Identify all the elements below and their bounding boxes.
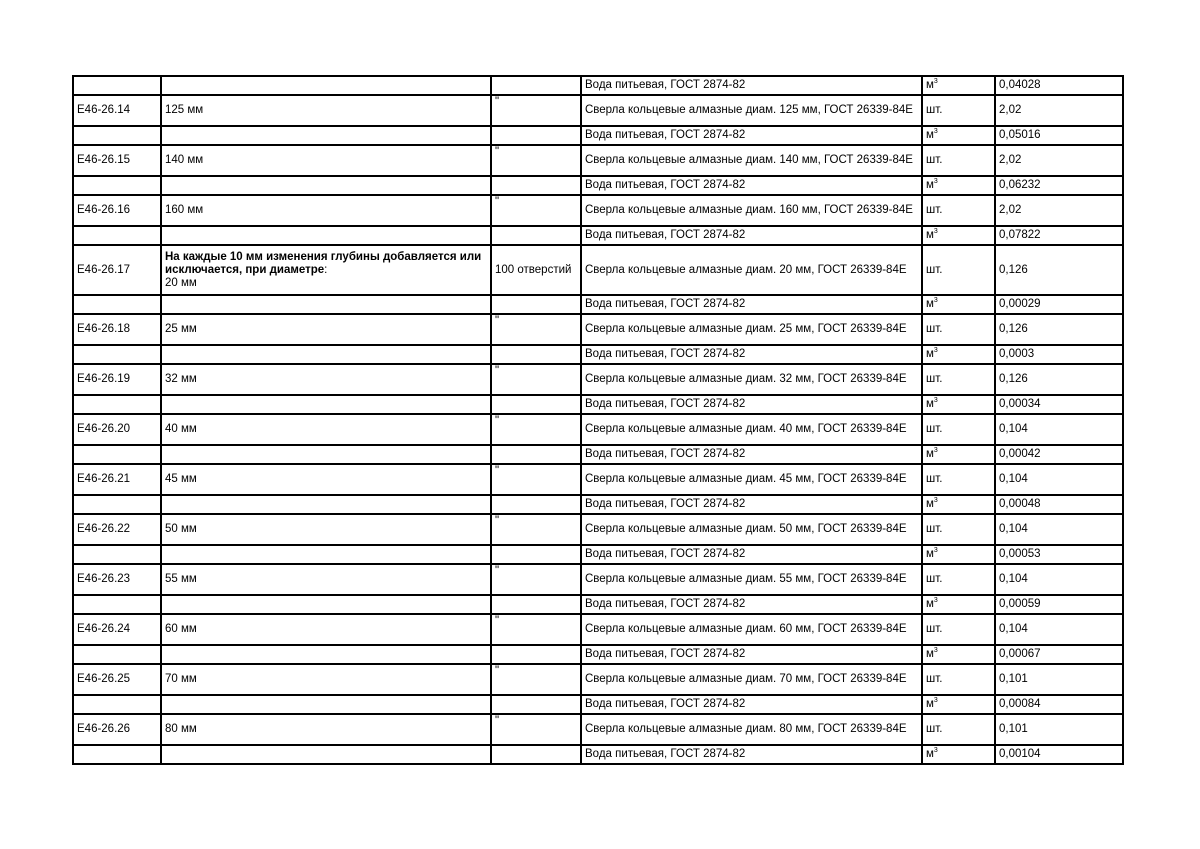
norm-code-cell: Е46-26.21 — [73, 464, 161, 495]
resource-unit-cell — [922, 514, 995, 545]
resource-unit: шт. — [926, 204, 943, 216]
work-description-cell: 60 мм — [161, 614, 491, 645]
quantity-cell: 0,00048 — [995, 495, 1123, 514]
work-description-cell: 140 мм — [161, 145, 491, 176]
work-description-cell: 25 мм — [161, 314, 491, 345]
resource-unit-cell — [922, 545, 995, 564]
measure-unit-cell — [491, 295, 581, 314]
work-description-cell: 80 мм — [161, 714, 491, 745]
norm-code-cell — [73, 745, 161, 764]
measure-unit-cell — [491, 595, 581, 614]
measure-unit-cell: 100 отверстий — [491, 245, 581, 295]
work-description-cell — [161, 595, 491, 614]
work-description-cell — [161, 126, 491, 145]
measure-unit-cell: " — [491, 414, 581, 445]
norm-code-cell — [73, 176, 161, 195]
table-row — [73, 664, 1123, 695]
norm-code-cell: Е46-26.16 — [73, 195, 161, 226]
work-description-cell: 32 мм — [161, 364, 491, 395]
resource-name-cell: Сверла кольцевые алмазные диам. 50 мм, ГОСТ 26339-84Е — [581, 514, 922, 545]
resource-name-cell: Сверла кольцевые алмазные диам. 160 мм, ГОСТ 26339-84Е — [581, 195, 922, 226]
table-row — [73, 314, 1123, 345]
resource-unit-cell — [922, 76, 995, 95]
measure-unit-cell — [491, 226, 581, 245]
quantity-cell: 0,104 — [995, 414, 1123, 445]
table-row — [73, 95, 1123, 126]
work-description-cell — [161, 295, 491, 314]
quantity-cell: 0,104 — [995, 614, 1123, 645]
resource-unit: м — [926, 348, 934, 360]
measure-unit-cell — [491, 645, 581, 664]
resource-name-cell: Вода питьевая, ГОСТ 2874-82 — [581, 345, 922, 364]
unit-superscript: 3 — [933, 747, 938, 755]
resource-unit: м — [926, 648, 934, 660]
table-body — [73, 76, 1123, 764]
resource-name-cell: Сверла кольцевые алмазные диам. 25 мм, ГОСТ 26339-84Е — [581, 314, 922, 345]
resource-unit: шт. — [926, 473, 943, 485]
resource-name-cell: Сверла кольцевые алмазные диам. 55 мм, ГОСТ 26339-84Е — [581, 564, 922, 595]
measure-unit-cell — [491, 745, 581, 764]
resource-name-cell: Сверла кольцевые алмазные диам. 32 мм, ГОСТ 26339-84Е — [581, 364, 922, 395]
table-row — [73, 245, 1123, 295]
resource-name-cell: Сверла кольцевые алмазные диам. 40 мм, ГОСТ 26339-84Е — [581, 414, 922, 445]
measure-unit-cell — [491, 695, 581, 714]
resource-unit: м — [926, 298, 934, 310]
measure-unit-cell: " — [491, 364, 581, 395]
table-row — [73, 145, 1123, 176]
quantity-cell: 0,04028 — [995, 76, 1123, 95]
quantity-cell: 0,126 — [995, 245, 1123, 295]
resource-unit: м — [926, 598, 934, 610]
resource-unit: м — [926, 179, 934, 191]
resource-name-cell: Вода питьевая, ГОСТ 2874-82 — [581, 176, 922, 195]
quantity-cell: 2,02 — [995, 95, 1123, 126]
norm-code-cell: Е46-26.17 — [73, 245, 161, 295]
measure-unit-cell: " — [491, 614, 581, 645]
table-row — [73, 126, 1123, 145]
resource-unit: шт. — [926, 623, 943, 635]
work-description-cell — [161, 176, 491, 195]
table-row — [73, 295, 1123, 314]
norm-code-cell — [73, 226, 161, 245]
norm-code-cell — [73, 126, 161, 145]
quantity-cell: 0,05016 — [995, 126, 1123, 145]
resource-unit-cell — [922, 295, 995, 314]
work-description-cell — [161, 695, 491, 714]
resource-name-cell: Вода питьевая, ГОСТ 2874-82 — [581, 695, 922, 714]
norm-code-cell: Е46-26.24 — [73, 614, 161, 645]
resource-name-cell: Вода питьевая, ГОСТ 2874-82 — [581, 495, 922, 514]
unit-superscript: 3 — [933, 128, 938, 136]
resource-unit: шт. — [926, 523, 943, 535]
resource-unit: м — [926, 548, 934, 560]
quantity-cell: 0,00042 — [995, 445, 1123, 464]
table-row — [73, 745, 1123, 764]
norm-code-cell: Е46-26.25 — [73, 664, 161, 695]
measure-unit-cell: " — [491, 514, 581, 545]
quantity-cell: 0,00034 — [995, 395, 1123, 414]
quantity-cell: 0,00029 — [995, 295, 1123, 314]
resource-name-cell: Сверла кольцевые алмазные диам. 20 мм, ГОСТ 26339-84Е — [581, 245, 922, 295]
quantity-cell: 0,06232 — [995, 176, 1123, 195]
resource-unit-cell — [922, 664, 995, 695]
norm-code-cell — [73, 76, 161, 95]
table-row — [73, 614, 1123, 645]
norms-table — [72, 75, 1124, 765]
table-row — [73, 695, 1123, 714]
resource-unit-cell — [922, 595, 995, 614]
table-row — [73, 464, 1123, 495]
work-description-cell — [161, 745, 491, 764]
resource-unit-cell — [922, 364, 995, 395]
measure-unit-cell: " — [491, 564, 581, 595]
resource-name-cell: Сверла кольцевые алмазные диам. 140 мм, ГОСТ 26339-84Е — [581, 145, 922, 176]
unit-superscript: 3 — [933, 597, 938, 605]
resource-unit-cell — [922, 495, 995, 514]
resource-name-cell: Вода питьевая, ГОСТ 2874-82 — [581, 395, 922, 414]
measure-unit-cell: " — [491, 664, 581, 695]
quantity-cell: 0,101 — [995, 714, 1123, 745]
work-description-cell — [161, 345, 491, 364]
resource-unit-cell — [922, 445, 995, 464]
resource-unit-cell — [922, 195, 995, 226]
table-row — [73, 395, 1123, 414]
table-row — [73, 226, 1123, 245]
unit-superscript: 3 — [933, 347, 938, 355]
norm-code-cell — [73, 495, 161, 514]
table-row — [73, 176, 1123, 195]
norm-code-cell: Е46-26.23 — [73, 564, 161, 595]
quantity-cell: 0,00059 — [995, 595, 1123, 614]
description-heading: На каждые 10 мм изменения глубины добавляется или исключается, при диаметре — [165, 250, 482, 276]
resource-name-cell: Вода питьевая, ГОСТ 2874-82 — [581, 295, 922, 314]
quantity-cell: 0,126 — [995, 364, 1123, 395]
quantity-cell: 0,101 — [995, 664, 1123, 695]
resource-unit-cell — [922, 645, 995, 664]
norm-code-cell: Е46-26.15 — [73, 145, 161, 176]
table-row — [73, 414, 1123, 445]
measure-unit-cell — [491, 176, 581, 195]
unit-superscript: 3 — [933, 497, 938, 505]
unit-superscript: 3 — [933, 447, 938, 455]
quantity-cell: 2,02 — [995, 195, 1123, 226]
resource-unit-cell — [922, 226, 995, 245]
resource-unit-cell — [922, 695, 995, 714]
measure-unit-cell: " — [491, 714, 581, 745]
resource-unit: шт. — [926, 423, 943, 435]
work-description-cell — [161, 245, 491, 295]
resource-unit-cell — [922, 395, 995, 414]
norm-code-cell — [73, 695, 161, 714]
table-row — [73, 195, 1123, 226]
resource-unit: шт. — [926, 723, 943, 735]
quantity-cell: 0,104 — [995, 464, 1123, 495]
norm-code-cell: Е46-26.14 — [73, 95, 161, 126]
resource-unit-cell — [922, 564, 995, 595]
work-description-cell: 125 мм — [161, 95, 491, 126]
quantity-cell: 0,00104 — [995, 745, 1123, 764]
resource-unit-cell — [922, 126, 995, 145]
measure-unit-cell: " — [491, 464, 581, 495]
norm-code-cell — [73, 445, 161, 464]
work-description-cell: 45 мм — [161, 464, 491, 495]
norm-code-cell — [73, 545, 161, 564]
resource-unit: шт. — [926, 104, 943, 116]
quantity-cell: 0,00067 — [995, 645, 1123, 664]
unit-superscript: 3 — [933, 178, 938, 186]
resource-name-cell: Вода питьевая, ГОСТ 2874-82 — [581, 226, 922, 245]
table-row — [73, 564, 1123, 595]
resource-unit-cell — [922, 414, 995, 445]
unit-superscript: 3 — [933, 228, 938, 236]
unit-superscript: 3 — [933, 78, 938, 86]
work-description-cell: 50 мм — [161, 514, 491, 545]
resource-name-cell: Вода питьевая, ГОСТ 2874-82 — [581, 645, 922, 664]
resource-unit: шт. — [926, 673, 943, 685]
work-description-cell: 40 мм — [161, 414, 491, 445]
resource-unit: м — [926, 698, 934, 710]
resource-unit-cell — [922, 176, 995, 195]
resource-name-cell: Сверла кольцевые алмазные диам. 45 мм, ГОСТ 26339-84Е — [581, 464, 922, 495]
measure-unit-cell: " — [491, 95, 581, 126]
norm-code-cell: Е46-26.18 — [73, 314, 161, 345]
norm-code-cell — [73, 295, 161, 314]
resource-name-cell: Вода питьевая, ГОСТ 2874-82 — [581, 745, 922, 764]
resource-name-cell: Сверла кольцевые алмазные диам. 60 мм, ГОСТ 26339-84Е — [581, 614, 922, 645]
work-description-cell — [161, 445, 491, 464]
measure-unit-cell — [491, 76, 581, 95]
unit-superscript: 3 — [933, 547, 938, 555]
unit-superscript: 3 — [933, 397, 938, 405]
table-row — [73, 76, 1123, 95]
resource-unit-cell — [922, 245, 995, 295]
measure-unit-cell: " — [491, 195, 581, 226]
resource-unit: шт. — [926, 154, 943, 166]
quantity-cell: 0,104 — [995, 514, 1123, 545]
resource-unit: шт. — [926, 263, 943, 276]
table-row — [73, 345, 1123, 364]
norm-code-cell — [73, 645, 161, 664]
table-row — [73, 445, 1123, 464]
resource-unit: шт. — [926, 573, 943, 585]
resource-unit: шт. — [926, 323, 943, 335]
norm-code-cell: Е46-26.22 — [73, 514, 161, 545]
resource-unit: м — [926, 748, 934, 760]
work-description-cell — [161, 495, 491, 514]
unit-superscript: 3 — [933, 647, 938, 655]
resource-unit-cell — [922, 314, 995, 345]
resource-unit: м — [926, 498, 934, 510]
table-row — [73, 514, 1123, 545]
resource-name-cell: Вода питьевая, ГОСТ 2874-82 — [581, 76, 922, 95]
resource-name-cell: Вода питьевая, ГОСТ 2874-82 — [581, 545, 922, 564]
table-row — [73, 714, 1123, 745]
measure-unit-cell — [491, 445, 581, 464]
resource-unit-cell — [922, 745, 995, 764]
table-row — [73, 364, 1123, 395]
quantity-cell: 0,126 — [995, 314, 1123, 345]
unit-superscript: 3 — [933, 697, 938, 705]
resource-unit-cell — [922, 345, 995, 364]
quantity-cell: 0,104 — [995, 564, 1123, 595]
table-row — [73, 495, 1123, 514]
quantity-cell: 0,07822 — [995, 226, 1123, 245]
work-description-cell — [161, 645, 491, 664]
measure-unit-cell — [491, 495, 581, 514]
table-row — [73, 595, 1123, 614]
resource-unit-cell — [922, 714, 995, 745]
quantity-cell: 0,00053 — [995, 545, 1123, 564]
resource-unit: м — [926, 398, 934, 410]
resource-name-cell: Вода питьевая, ГОСТ 2874-82 — [581, 126, 922, 145]
norm-code-cell: Е46-26.20 — [73, 414, 161, 445]
norm-code-cell — [73, 395, 161, 414]
resource-name-cell: Сверла кольцевые алмазные диам. 80 мм, ГОСТ 26339-84Е — [581, 714, 922, 745]
norm-code-cell: Е46-26.26 — [73, 714, 161, 745]
resource-unit-cell — [922, 145, 995, 176]
norm-code-cell — [73, 595, 161, 614]
unit-superscript: 3 — [933, 297, 938, 305]
table-row — [73, 645, 1123, 664]
resource-name-cell: Вода питьевая, ГОСТ 2874-82 — [581, 595, 922, 614]
measure-unit-cell: " — [491, 145, 581, 176]
measure-unit-cell — [491, 126, 581, 145]
resource-unit-cell — [922, 95, 995, 126]
resource-name-cell: Сверла кольцевые алмазные диам. 125 мм, ГОСТ 26339-84Е — [581, 95, 922, 126]
norm-code-cell: Е46-26.19 — [73, 364, 161, 395]
measure-unit-cell: " — [491, 314, 581, 345]
resource-name-cell: Вода питьевая, ГОСТ 2874-82 — [581, 445, 922, 464]
resource-unit: м — [926, 448, 934, 460]
quantity-cell: 0,00084 — [995, 695, 1123, 714]
resource-name-cell: Сверла кольцевые алмазные диам. 70 мм, ГОСТ 26339-84Е — [581, 664, 922, 695]
resource-unit: м — [926, 129, 934, 141]
quantity-cell: 0,0003 — [995, 345, 1123, 364]
resource-unit: м — [926, 79, 934, 91]
work-description-cell — [161, 226, 491, 245]
norm-code-cell — [73, 345, 161, 364]
resource-unit-cell — [922, 614, 995, 645]
measure-unit-cell — [491, 395, 581, 414]
work-description-cell — [161, 395, 491, 414]
measure-unit-cell — [491, 545, 581, 564]
resource-unit-cell — [922, 464, 995, 495]
work-description-cell — [161, 545, 491, 564]
work-description-cell: 55 мм — [161, 564, 491, 595]
description-diameter: 20 мм — [165, 276, 197, 289]
work-description-cell: 70 мм — [161, 664, 491, 695]
table-row — [73, 545, 1123, 564]
measure-unit-cell — [491, 345, 581, 364]
work-description-cell — [161, 76, 491, 95]
resource-unit: шт. — [926, 373, 943, 385]
resource-unit: м — [926, 229, 934, 241]
quantity-cell: 2,02 — [995, 145, 1123, 176]
description-colon: : — [324, 263, 328, 276]
work-description-cell: 160 мм — [161, 195, 491, 226]
